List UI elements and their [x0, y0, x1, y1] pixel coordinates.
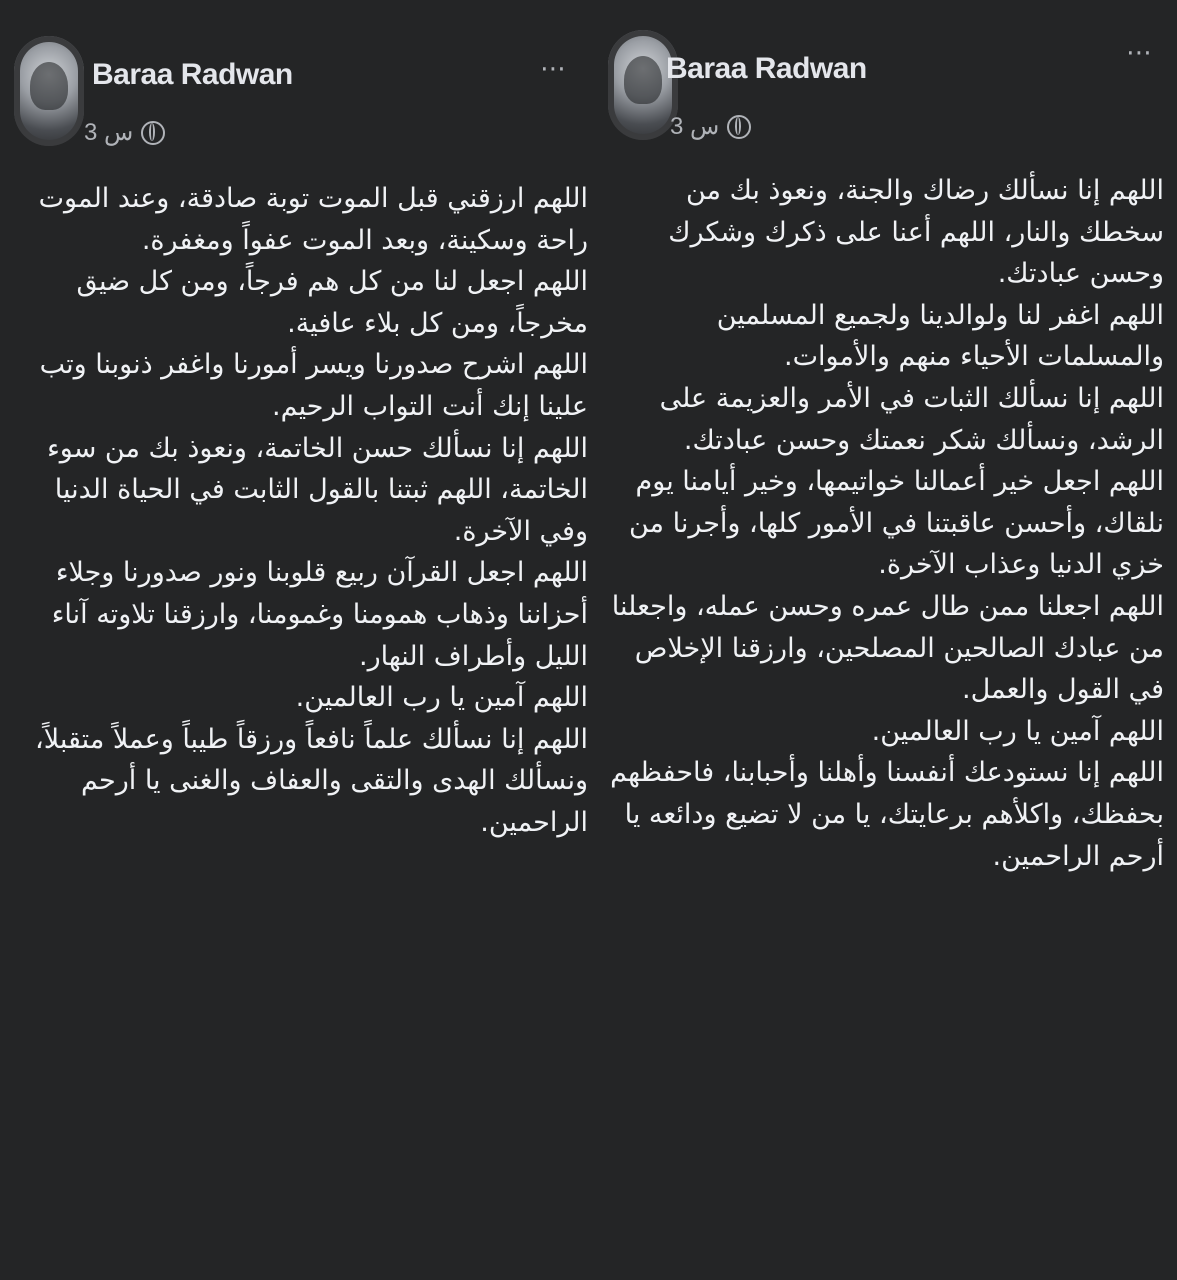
post-paragraph: اللهم اجعل لنا من كل هم فرجاً، ومن كل ضيق مخرجاً، ومن كل بلاء عافية. [76, 266, 588, 339]
post-paragraph: اللهم إنا نسألك الثبات في الأمر والعزيمة على الرشد، ونسألك شكر نعمتك وحسن عبادتك. [659, 382, 1164, 456]
author-name[interactable]: Baraa Radwan [92, 58, 293, 91]
author-name[interactable]: Baraa Radwan [666, 52, 867, 85]
globe-icon[interactable] [727, 115, 751, 139]
more-options-icon[interactable]: ⋯ [540, 54, 568, 84]
post-text [22, 178, 588, 844]
post-paragraph: اللهم إنا نستودعك أنفسنا وأهلنا وأحبابنا، فاحفظهم بحفظك، واكلأهم برعايتك، يا من لا تضيع ودائعه يا أرحم الراحمين. [610, 757, 1164, 872]
post-paragraph: اللهم اجعلنا ممن طال عمره وحسن عمله، واجعلنا من عبادك الصالحين المصلحين، وارزقنا الإخلاص في القول والعمل. [611, 590, 1164, 706]
post-meta [670, 112, 751, 141]
post-paragraph: اللهم إنا نسألك حسن الخاتمة، ونعوذ بك من سوء الخاتمة، اللهم ثبتنا بالقول الثابت في الحياة الدنيا وفي الآخرة. [47, 432, 588, 547]
globe-icon[interactable] [141, 121, 165, 145]
post-paragraph: اللهم إنا نسألك علماً نافعاً ورزقاً طيباً وعملاً متقبلاً، ونسألك الهدى والتقى والعفاف والغنى يا أرحم الراحمين. [35, 723, 588, 838]
post-card [590, 0, 1177, 1280]
post-paragraph: اللهم آمين يا رب العالمين. [871, 715, 1164, 747]
post-paragraph: اللهم اغفر لنا ولوالدينا ولجميع المسلمين والمسلمات الأحياء منهم والأموات. [716, 299, 1164, 373]
post-meta [84, 118, 165, 147]
post-paragraph: اللهم اشرح صدورنا ويسر أمورنا واغفر ذنوبنا وتب علينا إنك أنت التواب الرحيم. [39, 349, 588, 422]
post-paragraph: اللهم إنا نسألك رضاك والجنة، ونعوذ بك من سخطك والنار، اللهم أعنا على ذكرك وشكرك وحسن عبادتك. [668, 175, 1164, 290]
post-timestamp[interactable]: 3 س [84, 119, 134, 146]
post-timestamp[interactable]: 3 س [670, 113, 720, 140]
post-paragraph: اللهم ارزقني قبل الموت توبة صادقة، وعند الموت راحة وسكينة، وبعد الموت عفواً ومغفرة. [38, 183, 588, 256]
more-options-icon[interactable]: ⋯ [1126, 38, 1154, 68]
post-paragraph: اللهم اجعل خير أعمالنا خواتيمها، وخير أيامنا يوم نلقاك، وأحسن عاقبتنا في الأمور كلها، وأجرنا من خزي الدنيا وعذاب الآخرة. [629, 466, 1164, 581]
post-text [608, 170, 1164, 877]
post-paragraph: اللهم آمين يا رب العالمين. [295, 682, 588, 714]
post-paragraph: اللهم اجعل القرآن ربيع قلوبنا ونور صدورنا وجلاء أحزاننا وذهاب همومنا وغمومنا، وارزقنا تلاوته آناء الليل وأطراف النهار. [51, 557, 588, 672]
author-avatar[interactable] [14, 36, 84, 146]
